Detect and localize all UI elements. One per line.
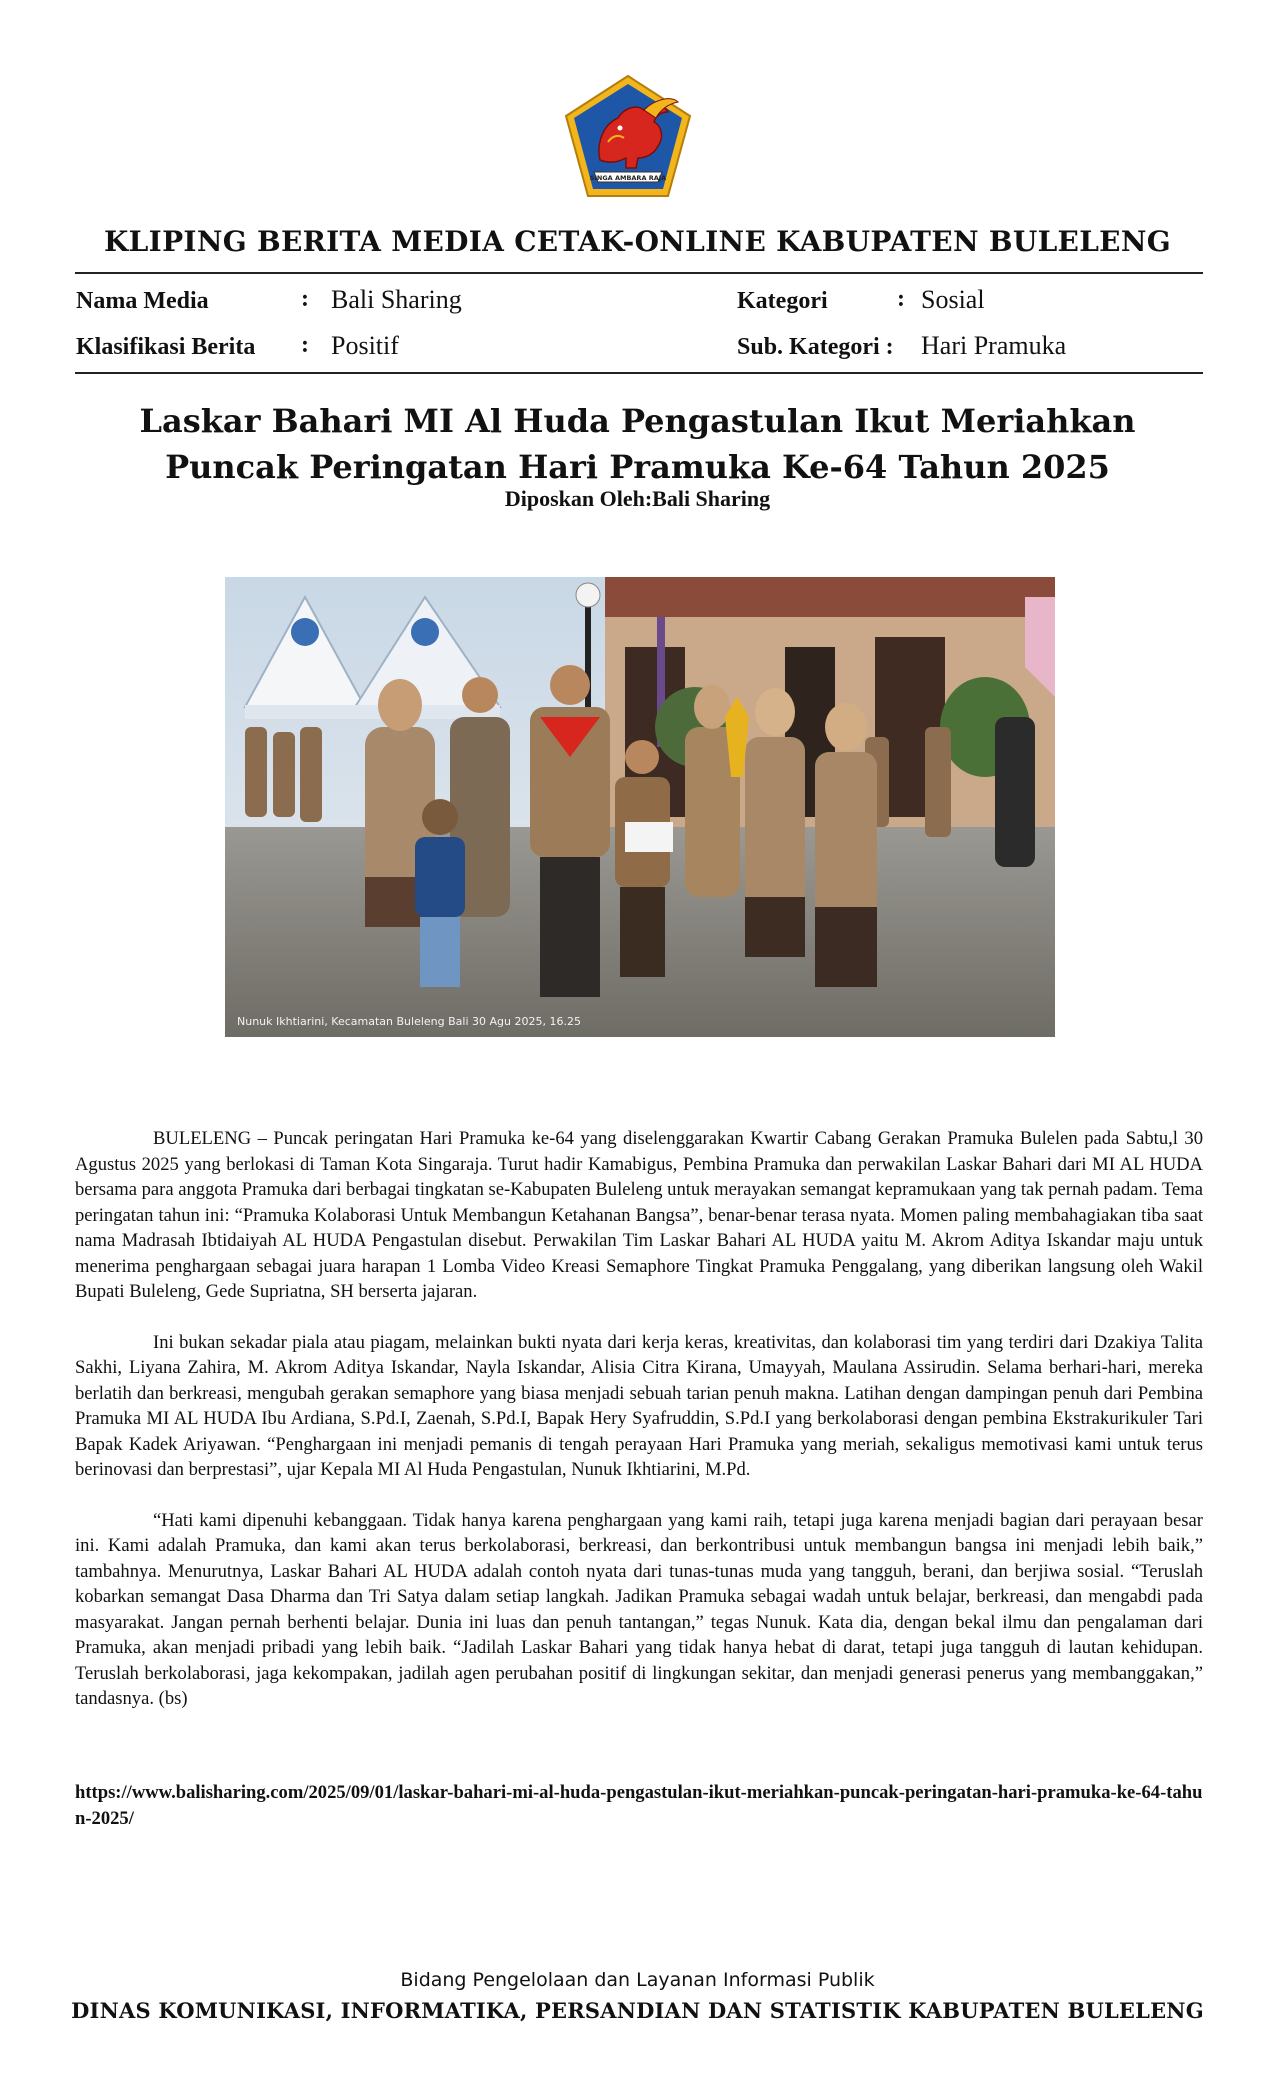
article-headline: Laskar Bahari MI Al Huda Pengastulan Ikut Meriahkan Puncak Peringatan Hari Pramuka Ke-64 Tahun 2025 — [139, 402, 1136, 486]
article-paragraph: Ini bukan sekadar piala atau piagam, melainkan bukti nyata dari kerja keras, kreativitas, dan kolaborasi tim yang terdiri dari Dzakiya Talita Sakhi, Liyana Zahira, M. Akrom Aditya Iskandar, Nayla Iskandar, Alisia Citra Kirana, Umayyah, Maulana Assirudin. Selama berhari-hari, mereka berlatih dan berkreasi, mengubah gerakan semaphore yang biasa menjadi sebuah tarian penuh makna. Latihan dengan dampingan penuh dari Pembina Pramuka MI AL HUDA Ibu Ardiana, S.Pd.I, Zaenah, S.Pd.I, Bapak Hery Syafruddin, S.Pd.I yang berkolaborasi dengan pembina Ekstrakurikuler Tari Bapak Kadek Ariyawan. “Penghargaan ini menjadi pemanis di tengah perayaan Hari Pramuka yang meriah, sekaligus memotivasi kami untuk terus berinovasi dan berprestasi”, ujar Kepala MI Al Huda Pengastulan, Nunuk Ikhtiarini, M.Pd. — [75, 1331, 1203, 1480]
article-paragraph: “Hati kami dipenuhi kebanggaan. Tidak hanya karena penghargaan yang kami raih, tetapi juga karena menjadi bagian dari perayaan besar ini. Kami adalah Pramuka, dan kami akan terus berkolaborasi, berkreasi, dan berkontribusi untuk membangun bangsa ini menjadi lebih baik,” tambahnya. Menurutnya, Laskar Bahari AL HUDA adalah contoh nyata dari tunas-tunas muda yang tangguh, berani, dan berjiwa sosial. “Teruslah kobarkan semangat Dasa Dharma dan Tri Satya dalam setiap langkah. Jadikan Pramuka sebagai wadah untuk belajar, berkreasi, dan mengabdi pada masyarakat. Jangan pernah berhenti belajar. Dunia ini luas dan penuh tantangan,” tegas Nunuk. Kata dia, dengan bekal ilmu dan pengalaman dari Pramuka, akan menjadi pribadi yang lebih baik. “Jadilah Laskar Bahari yang tidak hanya hebat di darat, tetapi juga tangguh di lautan kehidupan. Teruslah berkolaborasi, jaga kekompakan, jadilah agen perubahan positif di lingkungan sekitar, dan menjadi generasi penerus yang membanggakan,” tandasnya. (bs) — [75, 1509, 1203, 1709]
photo-watermark: Nunuk Ikhtiarini, Kecamatan Buleleng Bali 30 Agu 2025, 16.25 — [237, 1015, 581, 1028]
article-body — [75, 1126, 1203, 1737]
buleleng-regency-emblem-icon — [560, 72, 696, 202]
article-byline: Diposkan Oleh:Bali Sharing — [504, 486, 771, 511]
kategori-colon: : — [897, 286, 905, 312]
article-photo — [225, 577, 1055, 1037]
kategori-value: Sosial — [921, 285, 985, 314]
clipping-header-title: KLIPING BERITA MEDIA CETAK-ONLINE KABUPATEN BULELENG — [104, 225, 1171, 258]
klasifikasi-colon: : — [301, 332, 309, 358]
header-divider-top — [75, 272, 1203, 274]
article-paragraph: BULELENG – Puncak peringatan Hari Pramuka ke-64 yang diselenggarakan Kwartir Cabang Gerakan Pramuka Bulelen pada Sabtu,l 30 Agustus 2025 yang berlokasi di Taman Kota Singaraja. Turut hadir Kamabigus, Pembina Pramuka dan perwakilan Laskar Bahari dari MI AL HUDA bersama para anggota Pramuka dari berbagai tingkatan se-Kabupaten Buleleng untuk merayakan semangat kepramukaan yang tak pernah padam. Tema peringatan tahun ini: “Pramuka Kolaborasi Untuk Membangun Ketahanan Bangsa”, benar-benar terasa nyata. Momen paling membahagiakan tiba saat nama Madrasah Ibtidaiyah AL HUDA Pengastulan disebut. Perwakilan Tim Laskar Bahari AL HUDA yaitu M. Akrom Aditya Iskandar maju untuk menerima penghargaan sebagai juara harapan 1 Lomba Video Kreasi Semaphore Tingkat Pramuka Penggalang, yang diberikan langsung oleh Wakil Bupati Buleleng, Gede Supriatna, SH berserta jajaran. — [75, 1128, 1203, 1302]
emblem-caption: SINGA AMBARA RAJA — [589, 174, 667, 182]
media-name-colon: : — [301, 286, 309, 312]
footer-agency: DINAS KOMUNIKASI, INFORMATIKA, PERSANDIAN DAN STATISTIK KABUPATEN BULELENG — [71, 1998, 1204, 2023]
header-divider-bottom — [75, 372, 1203, 374]
media-name-value: Bali Sharing — [331, 285, 462, 314]
media-name-label: Nama Media — [76, 288, 209, 314]
subkategori-label: Sub. Kategori : — [737, 334, 894, 360]
article-source-link[interactable]: https://www.balisharing.com/2025/09/01/laskar-bahari-mi-al-huda-pengastulan-ikut-meriahkan-puncak-peringatan-hari-pramuka-ke-64-tahun-2025/ — [75, 1782, 1203, 1829]
footer-department: Bidang Pengelolaan dan Layanan Informasi Publik — [400, 1969, 875, 1991]
subkategori-value: Hari Pramuka — [921, 331, 1067, 360]
klasifikasi-label: Klasifikasi Berita — [76, 334, 256, 360]
klasifikasi-value: Positif — [331, 331, 399, 360]
kategori-label: Kategori — [737, 288, 828, 314]
